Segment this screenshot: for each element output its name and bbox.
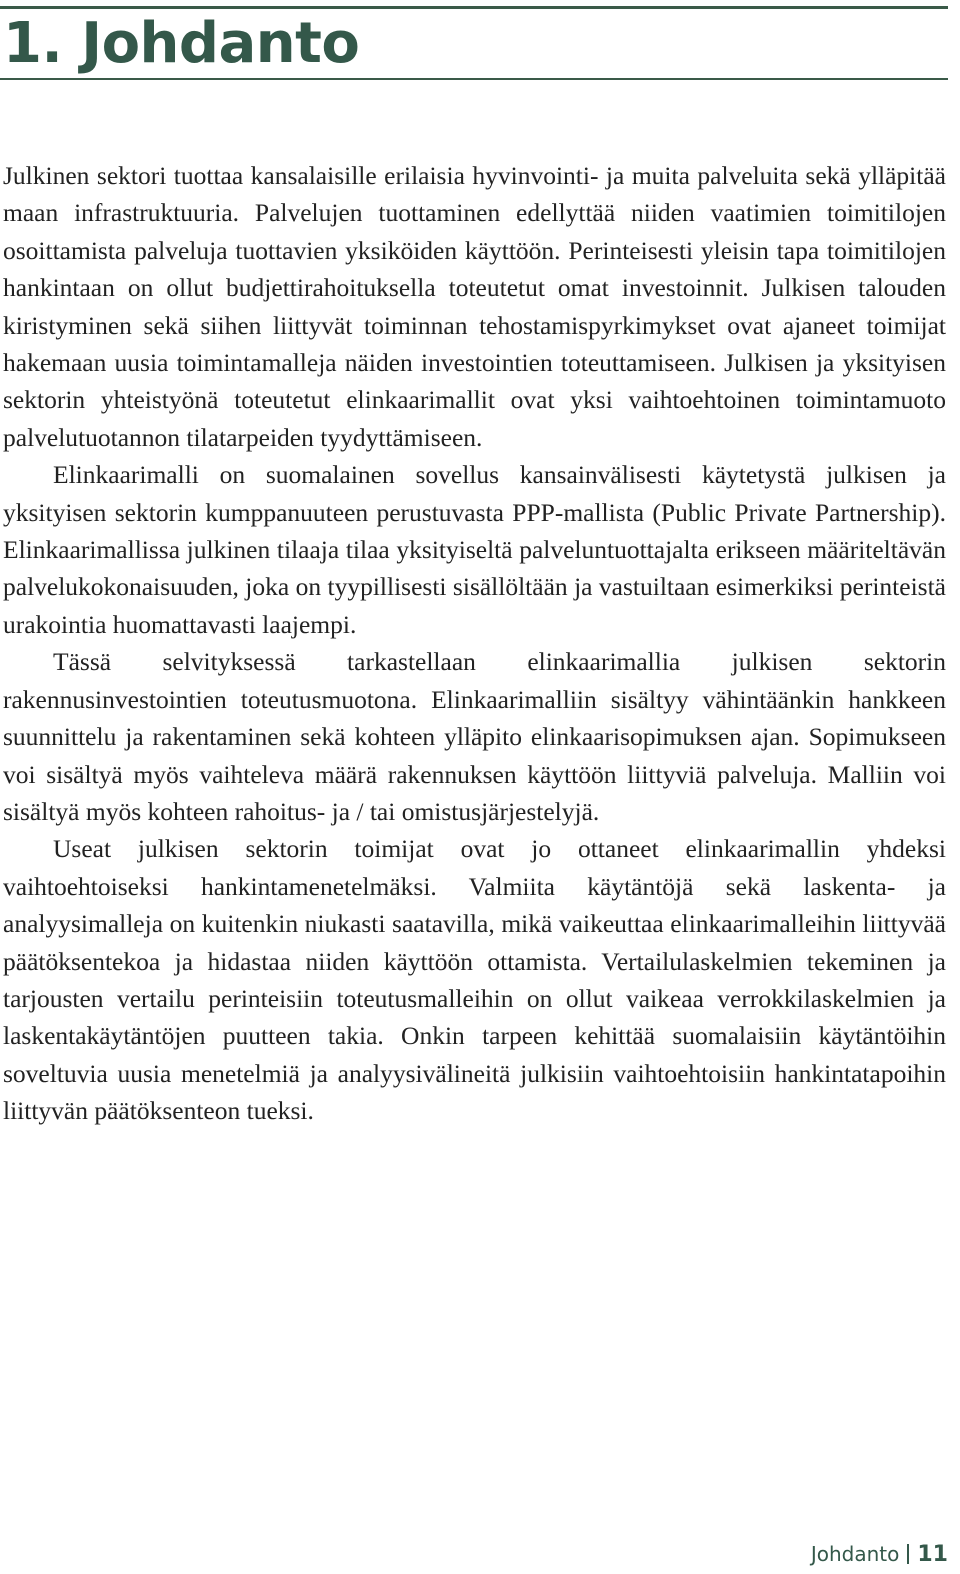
body-text xyxy=(3,157,946,1130)
footer-section-label: Johdanto xyxy=(810,1542,900,1566)
paragraph-2: Elinkaarimalli on suomalainen sovellus kansainvälisesti käytetystä julkisen ja yksityisen sektorin kumppanuuteen perustuvasta PPP-mallista (Public Private Partnership). Elinkaarimallissa julkinen tilaaja tilaa yksityiseltä palveluntuottajalta erikseen määriteltävän palvelukokonaisuuden, joka on tyypillisesti sisällöltään ja vastuiltaan esimerkiksi perinteistä urakointia huomattavasti laajempi. xyxy=(3,460,946,639)
paragraph-1: Julkinen sektori tuottaa kansalaisille erilaisia hyvinvointi- ja muita palveluita sekä ylläpitää maan infrastruktuuria. Palvelujen tuottaminen edellyttää niiden vaatimien toimitilojen osoittamista palveluja tuottavien yksiköiden käyttöön. Perinteisesti yleisin tapa toimitilojen hankintaan on ollut budjettirahoituksella toteutetut omat investoinnit. Julkisen talouden kiristyminen sekä siihen liittyvät toiminnan tehostamispyrkimykset ovat ajaneet toimijat hakemaan uusia toimintamalleja näiden investointien toteuttamiseen. Julkisen ja yksityisen sektorin yhteistyönä toteutetut elinkaarimallit ovat yksi vaihtoehtoinen toimintamuoto palvelutuotannon tilatarpeiden tyydyttämiseen. xyxy=(3,161,946,452)
title-rule xyxy=(0,78,948,80)
footer-separator xyxy=(907,1544,909,1564)
chapter-title: 1. Johdanto xyxy=(3,11,360,76)
paragraph-4: Useat julkisen sektorin toimijat ovat jo ottaneet elinkaarimallin yhdeksi vaihtoehtoiseksi hankintamenetelmäksi. Valmiita käytäntöjä sekä laskenta- ja analyysimalleja on kuitenkin niukasti saatavilla, mikä vaikeuttaa elinkaarimalleihin liittyvää päätöksentekoa ja hidastaa niiden käyttöön ottamista. Vertailulaskelmien tekeminen ja tarjousten vertailu perinteisiin toteutusmalleihin on ollut vaikeaa verrokkilaskelmien ja laskentakäytäntöjen puutteen takia. Onkin tarpeen kehittää suomalaisiin käytäntöihin soveltuvia uusia menetelmiä ja analyysivälineitä julkisiin vaihtoehtoisiin hankintatapoihin liittyvän päätöksenteon tueksi. xyxy=(3,834,946,1126)
paragraph-3: Tässä selvityksessä tarkastellaan elinkaarimallia julkisen sektorin rakennusinvestointien toteutusmuotona. Elinkaarimalliin sisältyy vähintäänkin hankkeen suunnittelu ja rakentaminen sekä kohteen ylläpito elinkaarisopimuksen ajan. Sopimukseen voi sisältyä myös vaihteleva määrä rakennuksen käyttöön liittyviä palveluja. Malliin voi sisältyä myös kohteen rahoitus- ja / tai omistusjärjestelyjä. xyxy=(3,647,946,826)
top-rule xyxy=(0,6,948,9)
page-footer xyxy=(811,1540,948,1569)
page-number: 11 xyxy=(917,1542,948,1567)
